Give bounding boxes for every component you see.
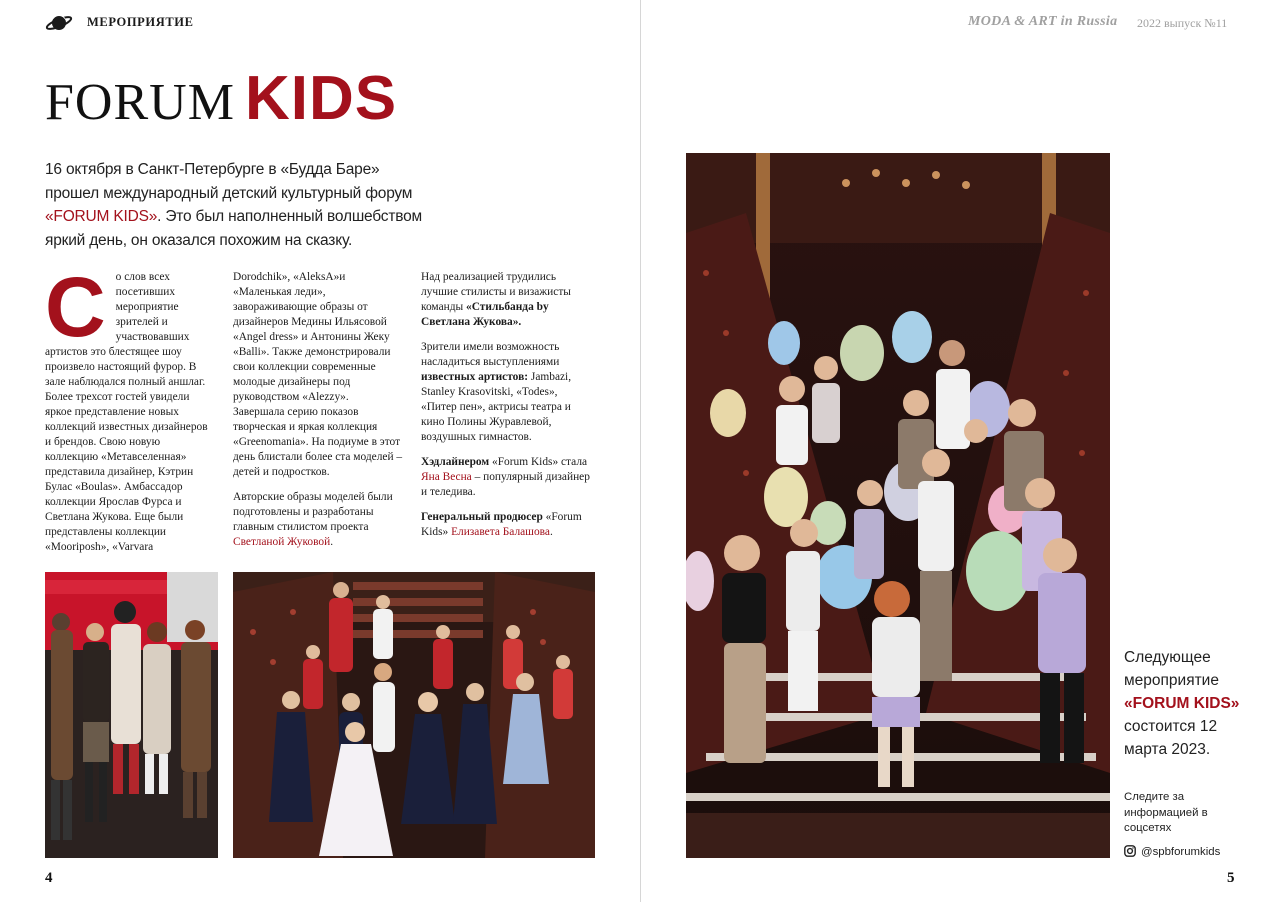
note-text-1: Следующее мероприятие <box>1124 649 1219 689</box>
column-2 <box>233 270 403 560</box>
page-number-left: 4 <box>45 870 53 886</box>
col2-end: . <box>330 536 334 548</box>
headliner-label: Хэдлайнером <box>421 456 490 468</box>
title-forum: FORUM <box>45 74 235 131</box>
next-event-note <box>1124 646 1244 761</box>
instagram-icon <box>1124 845 1136 857</box>
column-2-paragraph-1: Dorodchik», «AleksA»и «Маленькая леди», завораживающие образы от дизайнеров Медины Ильясовой «Angel dress» и Антонины Жеку «Balli». Также демонстрировали свои коллекции современные молодые дизайнеры под руководством «Alezzy». Завершала серию показов творческая и яркая коллекция «Greenomania». На подиуме в этот день блистали более ста моделей – детей и подростков. <box>233 271 403 478</box>
photo-models-banner <box>45 572 218 858</box>
column-3 <box>421 270 591 550</box>
producer-name: Елизавета Балашова <box>451 526 550 538</box>
col3-p4-end: . <box>549 526 553 538</box>
team-name: «Стильбанда by Светлана Жукова». <box>421 301 549 328</box>
magazine-name: MODA & ART in Russia <box>968 14 1118 29</box>
col2-text: Авторские образы моделей были подготовлены и разработаны главным стилистом проекта <box>233 491 393 533</box>
photo-kids-balloons <box>686 153 1110 858</box>
col3-p2-text: Зрители имели возможность насладиться выступлениями <box>421 341 560 368</box>
lead-paragraph <box>45 158 425 252</box>
handle-text[interactable]: @spbforumkids <box>1141 846 1221 858</box>
article-title <box>45 64 398 133</box>
producer-label: Генеральный продюсер <box>421 511 543 523</box>
lead-text-2: . Это был наполненный волшебством яркий день, он оказался похожим на сказку. <box>45 208 422 249</box>
headliner-name: Яна Весна <box>421 471 472 483</box>
title-kids: KIDS <box>244 64 398 133</box>
col3-p3-text: «Forum Kids» стала <box>489 456 588 468</box>
photo-group-stairs <box>233 572 595 858</box>
artists-label: известных артистов: <box>421 371 529 383</box>
stylist-name: Светланой Жуковой <box>233 536 331 548</box>
column-2-paragraph-2 <box>233 490 403 550</box>
column-3-paragraph-1 <box>421 270 591 330</box>
column-1 <box>45 260 215 555</box>
column-1-text: о слов всех посетивших мероприятие зрителей и участвовавших артистов это блестящее шоу произвело настоящий фурор. В зале наблюдался полный аншлаг. Более трехсот гостей увидели яркое представление новых коллекций известных дизайнеров и брендов. Свою новую коллекцию «Метавселенная» представила дизайнер, Кэтрин Булас «Boulas». Амбассадор коллекции Ярослав Фурса и Светлана Жукова. Еще были представлены коллекции «Mooriposh», «Varvara <box>45 271 208 553</box>
col3-p1-text: Над реализацией трудились лучшие стилисты и визажисты команды <box>421 271 571 313</box>
follow-text: Следите за информацией в соцсетях <box>1124 791 1208 834</box>
column-3-paragraph-3 <box>421 455 591 500</box>
right-page <box>641 0 1280 902</box>
artists-list: Jambazi, Stanley Krasovitski, «Todes», «Питер пен», актрисы театра и кино Полины Журавлевой, воздушных гимнастов. <box>421 371 572 443</box>
page-number-right: 5 <box>1227 870 1235 886</box>
planet-icon <box>45 12 73 34</box>
column-3-paragraph-4 <box>421 510 591 540</box>
col3-p3-end: – популярный дизайнер и теледива. <box>421 471 590 498</box>
social-handle <box>1124 845 1220 858</box>
lead-forum-kids: «FORUM KIDS» <box>45 208 158 225</box>
lead-text-1: 16 октября в Санкт-Петербурге в «Будда Баре» прошел международный детский культурный форум <box>45 161 413 202</box>
issue-label: 2022 выпуск №11 <box>1137 16 1228 30</box>
column-3-paragraph-2 <box>421 340 591 445</box>
note-text-2: состоится 12 марта 2023. <box>1124 718 1218 758</box>
drop-cap: С <box>45 260 106 354</box>
note-forum-kids: «FORUM KIDS» <box>1124 695 1240 712</box>
section-label: МЕРОПРИЯТИЕ <box>87 15 194 29</box>
col3-p4-text: «Forum Kids» <box>421 511 582 538</box>
